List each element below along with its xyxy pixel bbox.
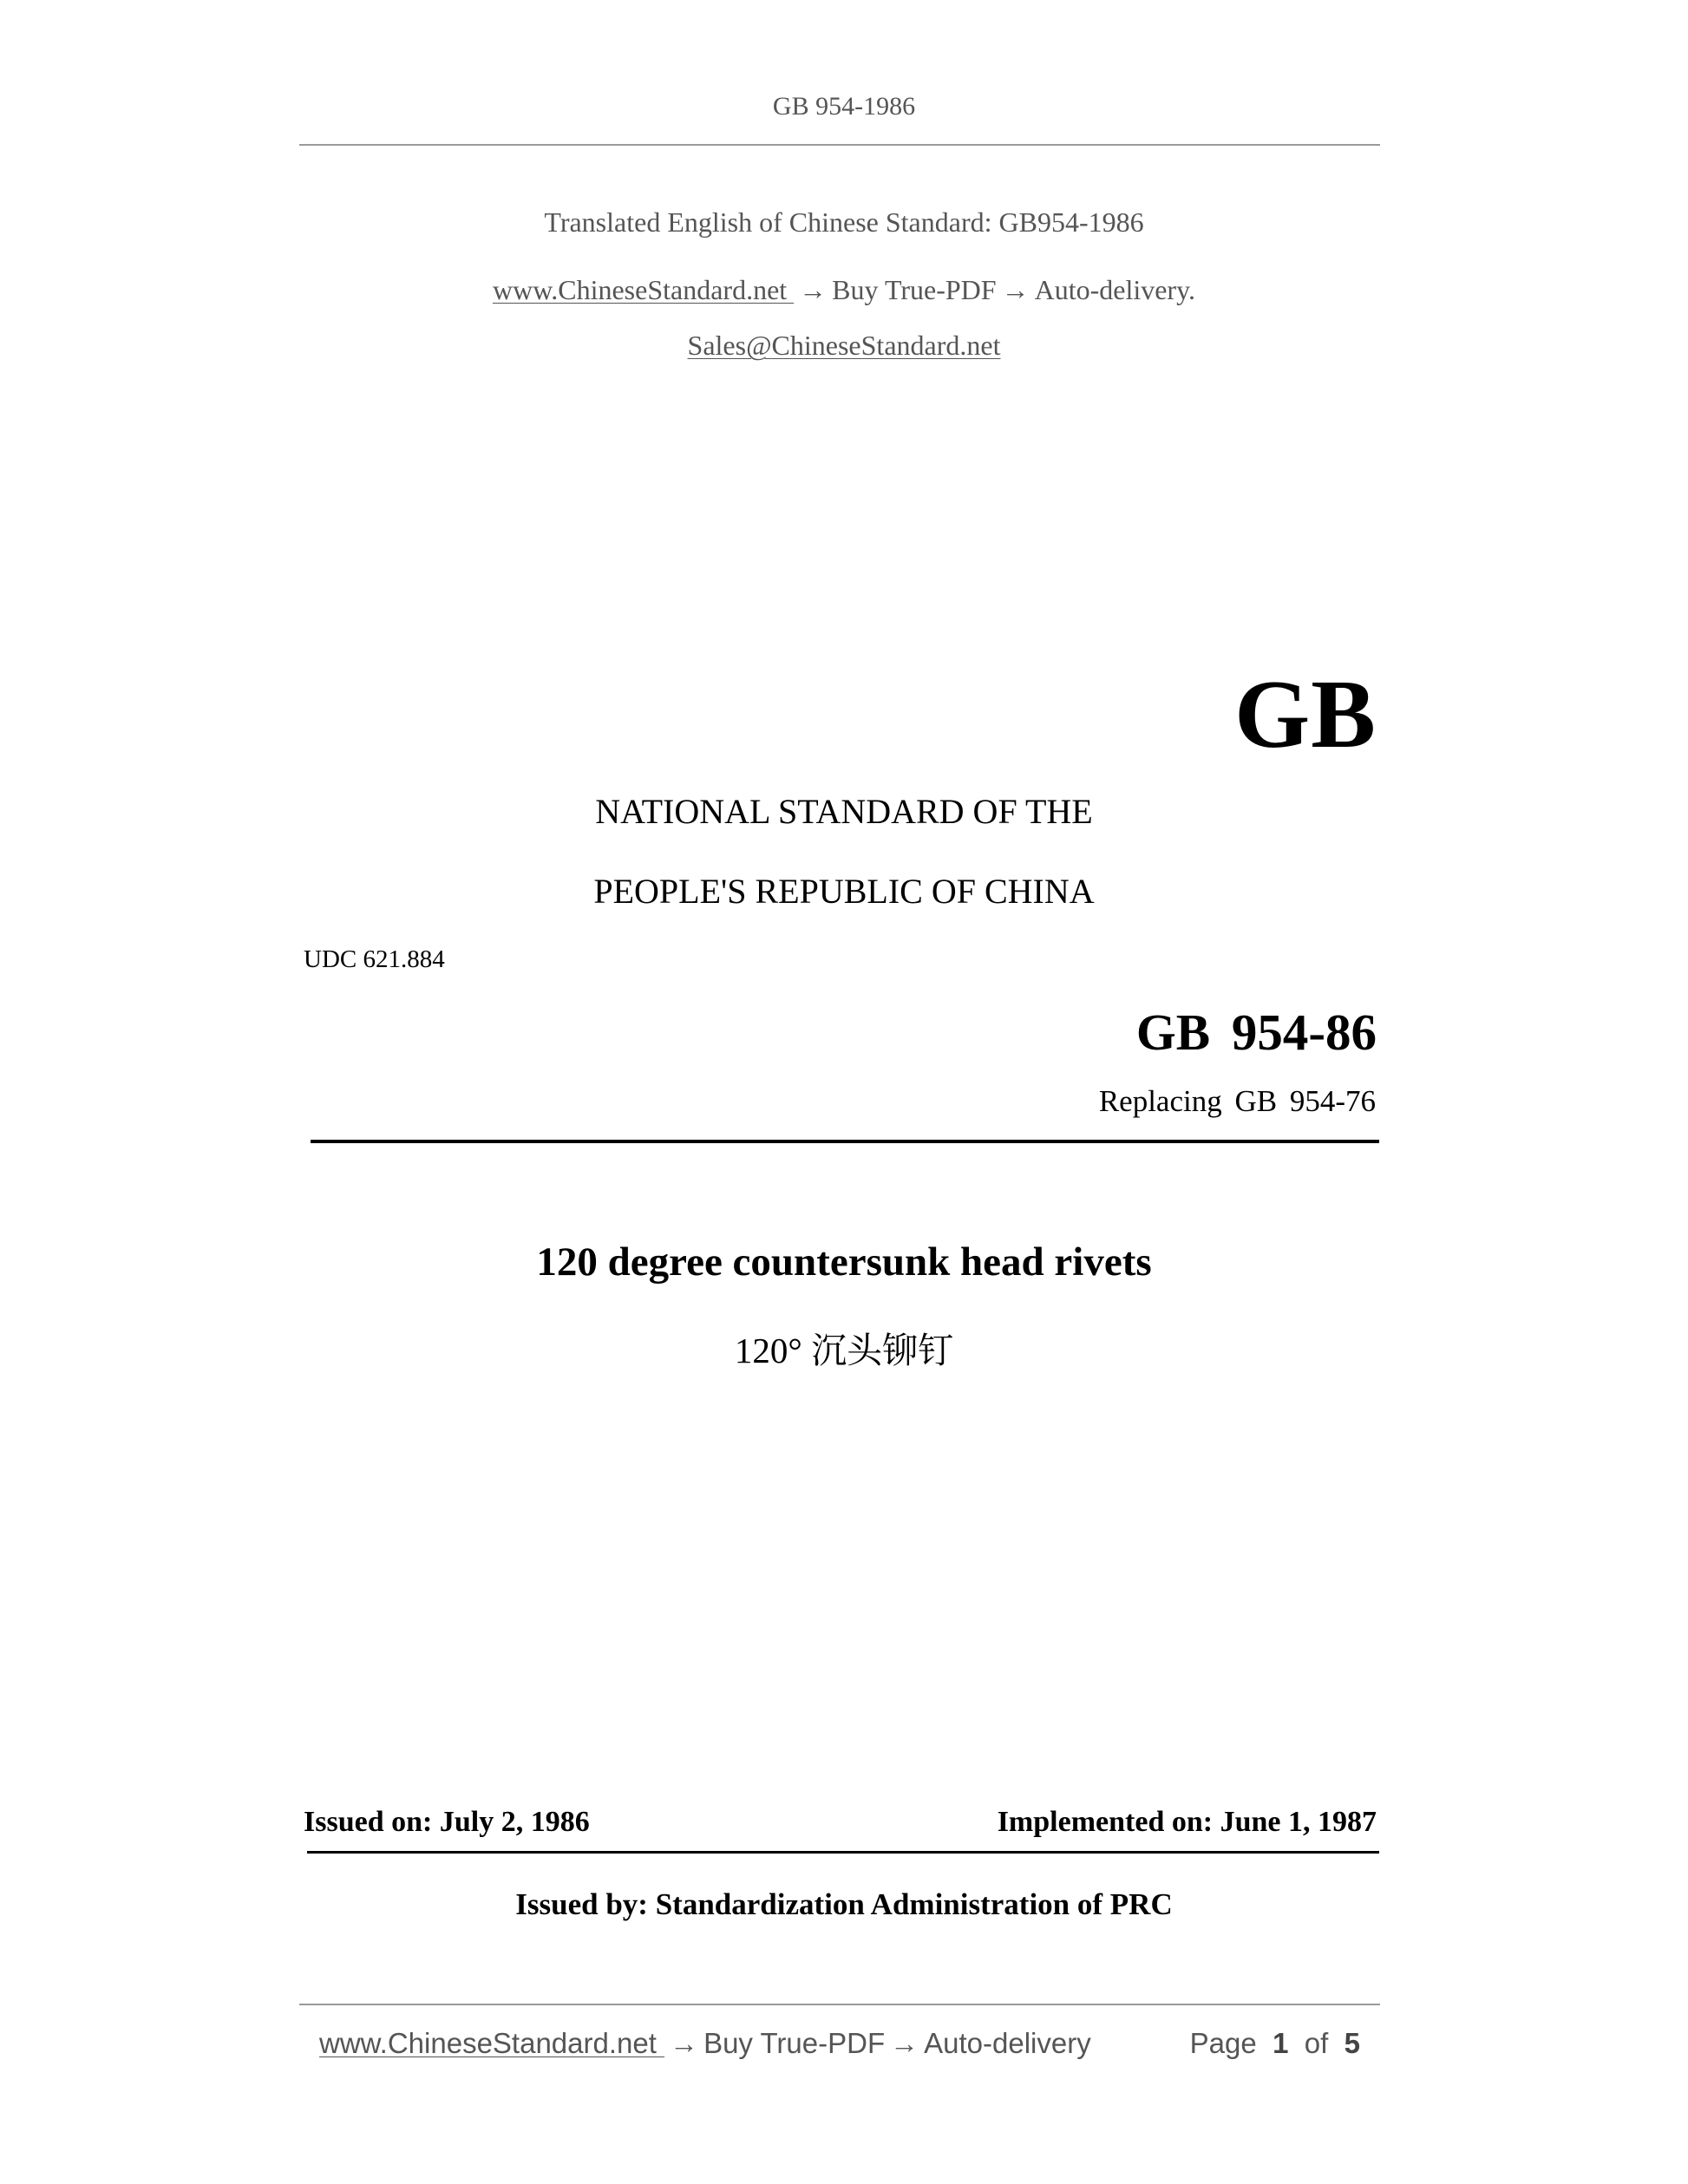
implemented-on-date: Implemented on: June 1, 1987 xyxy=(997,1806,1377,1838)
standard-number: GB 954-86 xyxy=(1135,1004,1377,1061)
footer-buy-true-pdf-text: Buy True-PDF xyxy=(703,2027,886,2059)
footer-site-link[interactable]: www.ChineseStandard.net xyxy=(319,2027,665,2059)
arrow-right-icon: → xyxy=(799,274,828,305)
promo-line xyxy=(0,274,1688,306)
footer-promo xyxy=(319,2027,1091,2060)
arrow-right-icon: → xyxy=(1001,274,1030,305)
sales-line xyxy=(0,330,1688,362)
running-header: GB 954-1986 xyxy=(772,92,916,121)
dates-divider xyxy=(307,1851,1379,1854)
site-link[interactable]: www.ChineseStandard.net xyxy=(492,274,795,305)
title-chinese: 120° 沉头铆钉 xyxy=(734,1331,954,1370)
arrow-right-icon: → xyxy=(890,2027,919,2059)
udc-code: UDC 621.884 xyxy=(304,945,445,973)
sales-email-link[interactable]: Sales@ChineseStandard.net xyxy=(687,330,1001,361)
buy-true-pdf-text: Buy True-PDF xyxy=(832,274,997,305)
page-indicator xyxy=(1190,2027,1360,2060)
arrow-right-icon: → xyxy=(670,2027,699,2059)
auto-delivery-text: Auto-delivery. xyxy=(1034,274,1195,305)
translated-line: Translated English of Chinese Standard: GB954-1986 xyxy=(544,206,1144,238)
page-total: 5 xyxy=(1344,2027,1360,2059)
footer-auto-delivery-text: Auto-delivery xyxy=(924,2027,1091,2059)
issued-by: Issued by: Standardization Administration of PRC xyxy=(515,1887,1173,1921)
title-english: 120 degree countersunk head rivets xyxy=(536,1239,1152,1285)
gb-logo: GB xyxy=(1234,661,1377,768)
page-label: Page xyxy=(1189,2027,1257,2059)
national-standard-line-2: PEOPLE'S REPUBLIC OF CHINA xyxy=(593,872,1095,911)
header-divider xyxy=(299,144,1380,146)
page-current: 1 xyxy=(1273,2027,1289,2059)
footer-divider xyxy=(299,2004,1380,2005)
page-of-label: of xyxy=(1304,2027,1329,2059)
issued-on-date: Issued on: July 2, 1986 xyxy=(304,1806,590,1838)
national-standard-line-1: NATIONAL STANDARD OF THE xyxy=(595,792,1093,831)
replacing-note: Replacing GB 954-76 xyxy=(1098,1084,1376,1118)
title-divider xyxy=(311,1140,1379,1143)
